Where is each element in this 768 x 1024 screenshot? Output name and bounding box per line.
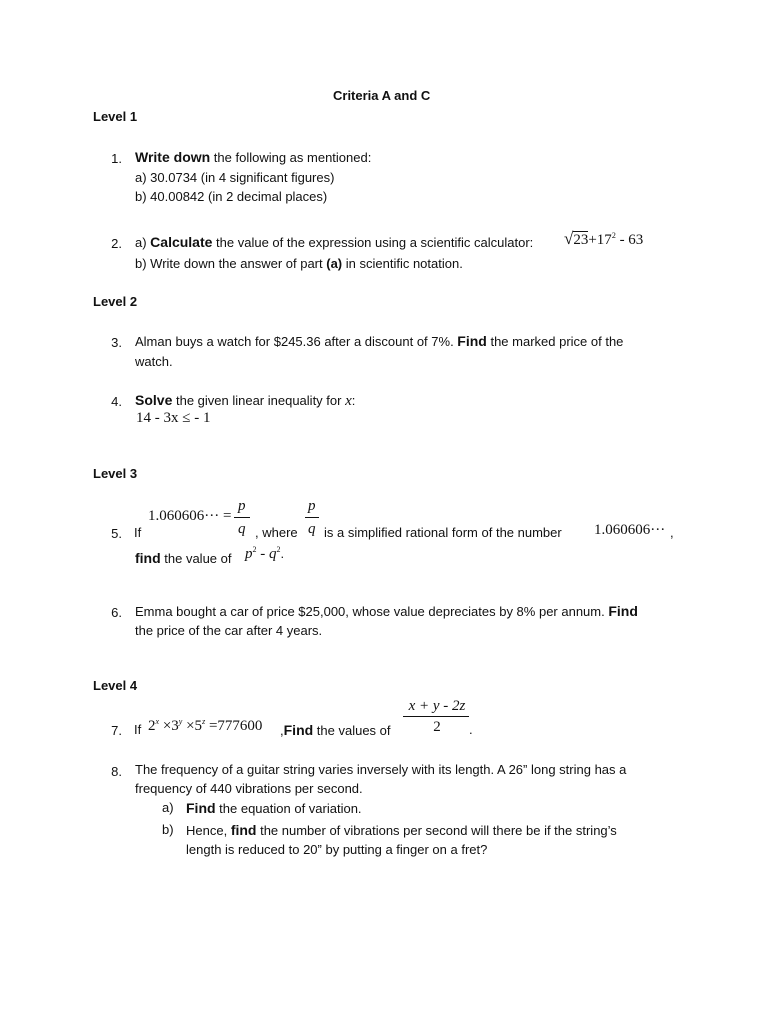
q5-expression: $p^2 - q^2$. [245, 545, 285, 562]
q7-fraction-denominator: 2 [433, 719, 441, 735]
q4-inequality: 14 - 3x ≤ - 1 [136, 410, 211, 426]
q7-if: If [134, 722, 142, 737]
q8-line-2: frequency of 440 vibrations per second. [135, 781, 363, 796]
q5-fraction-bar [234, 517, 250, 518]
q8-part-b: Hence, find the number of vibrations per second will there be if the string’s [186, 822, 617, 838]
q5-mid-text: is a simplified rational form of the number [324, 525, 562, 540]
q6-text: Emma bought a car of price $25,000, whose value depreciates by 8% per annum. [135, 604, 609, 619]
q4-line [135, 392, 355, 410]
level-3-heading: Level 3 [93, 466, 138, 481]
q2-line [135, 234, 533, 250]
page-title: Criteria A and C [333, 88, 431, 103]
q2-exponent: 2 [611, 231, 616, 240]
q5-pq-bar [305, 517, 319, 518]
q1-part-a: a) 30.0734 (in 4 significant figures) [135, 170, 335, 185]
q4-variable: x [345, 393, 352, 409]
q1-part-b: b) 40.00842 (in 2 decimal places) [135, 189, 328, 204]
q8-part-a: Find the equation of variation. [186, 800, 362, 816]
q7-suffix: the values of [313, 723, 391, 738]
q5-lhs: 1.060606··· = [148, 508, 232, 524]
q3-number: 3. [111, 335, 122, 350]
q3-text: Alman buys a watch for $245.36 after a discount of 7%. [135, 334, 458, 349]
level-2-heading: Level 2 [93, 294, 138, 309]
q2-keyword: Calculate [150, 234, 213, 250]
q7-equation: $2^x \times 3^y \times 5^z =777600$ [148, 717, 263, 734]
q8-part-b-line-2: length is reduced to 20” by putting a finger on a fret? [186, 842, 488, 857]
q5-comma: , [670, 525, 674, 540]
q7-fraction-numerator: x + y - 2z [408, 698, 466, 714]
q8-number: 8. [111, 764, 122, 779]
q5-number-value: 1.060606··· [594, 522, 666, 538]
q3-line [135, 333, 623, 349]
q2-expr-rest: +17 [588, 232, 612, 248]
q2-expr-tail: - 63 [615, 232, 644, 248]
q1-text: the following as mentioned: [210, 150, 372, 165]
q5-pq-numerator: p [308, 498, 316, 514]
q8-line-1: The frequency of a guitar string varies inversely with its length. A 26” long string has a [135, 762, 627, 777]
q6-keyword: Find [608, 603, 638, 619]
q5-line-2 [135, 550, 231, 566]
q8-b-label: b) [162, 822, 174, 837]
q6-number: 6. [111, 605, 122, 620]
q2-part-b [135, 256, 463, 271]
q5-number: 5. [111, 526, 122, 541]
q4-text: the given linear inequality for [172, 393, 346, 408]
q7-line: ,Find the values of [280, 722, 391, 738]
level-1-heading: Level 1 [93, 109, 138, 124]
q2-b-prefix: b) Write down the answer of part [135, 256, 327, 271]
q7-dot: . [469, 722, 473, 737]
q4-colon: : [351, 393, 356, 408]
q1-line [135, 149, 371, 165]
q2-radicand: 23 [573, 232, 589, 248]
q4-keyword: Solve [135, 392, 173, 408]
q6-line [135, 603, 638, 619]
q5-if: If [134, 525, 142, 540]
q5-pq-denominator: q [308, 521, 316, 537]
sqrt-icon: √ [564, 229, 574, 248]
q8-a-label: a) [162, 800, 174, 815]
q1-keyword: Write down [135, 149, 211, 165]
q7-number: 7. [111, 723, 122, 738]
level-4-heading: Level 4 [93, 678, 138, 693]
q1-number: 1. [111, 151, 122, 166]
q7-fraction-bar [403, 716, 469, 717]
q7-keyword: Find [283, 722, 314, 738]
q3-line-2: watch. [135, 354, 173, 369]
q5-keyword: find [135, 550, 161, 566]
q8-b-keyword: find [230, 822, 257, 838]
q2-expression [564, 229, 643, 249]
q4-number: 4. [111, 394, 122, 409]
q8-a-keyword: Find [186, 800, 216, 816]
q5-fraction-numerator: p [238, 498, 246, 514]
q2-b-keyword: (a) [326, 256, 343, 271]
q2-prefix: a) [135, 235, 151, 250]
q6-line-2: the price of the car after 4 years. [135, 623, 323, 638]
q2-text: the value of the expression using a scientific calculator: [212, 235, 534, 250]
q5-fraction-denominator: q [238, 521, 246, 537]
q5-value-of: the value of [160, 551, 232, 566]
q3-suffix: the marked price of the [486, 334, 624, 349]
q2-number: 2. [111, 236, 122, 251]
q3-keyword: Find [457, 333, 487, 349]
q2-b-suffix: in scientific notation. [342, 256, 463, 271]
q5-where: , where [255, 525, 298, 540]
